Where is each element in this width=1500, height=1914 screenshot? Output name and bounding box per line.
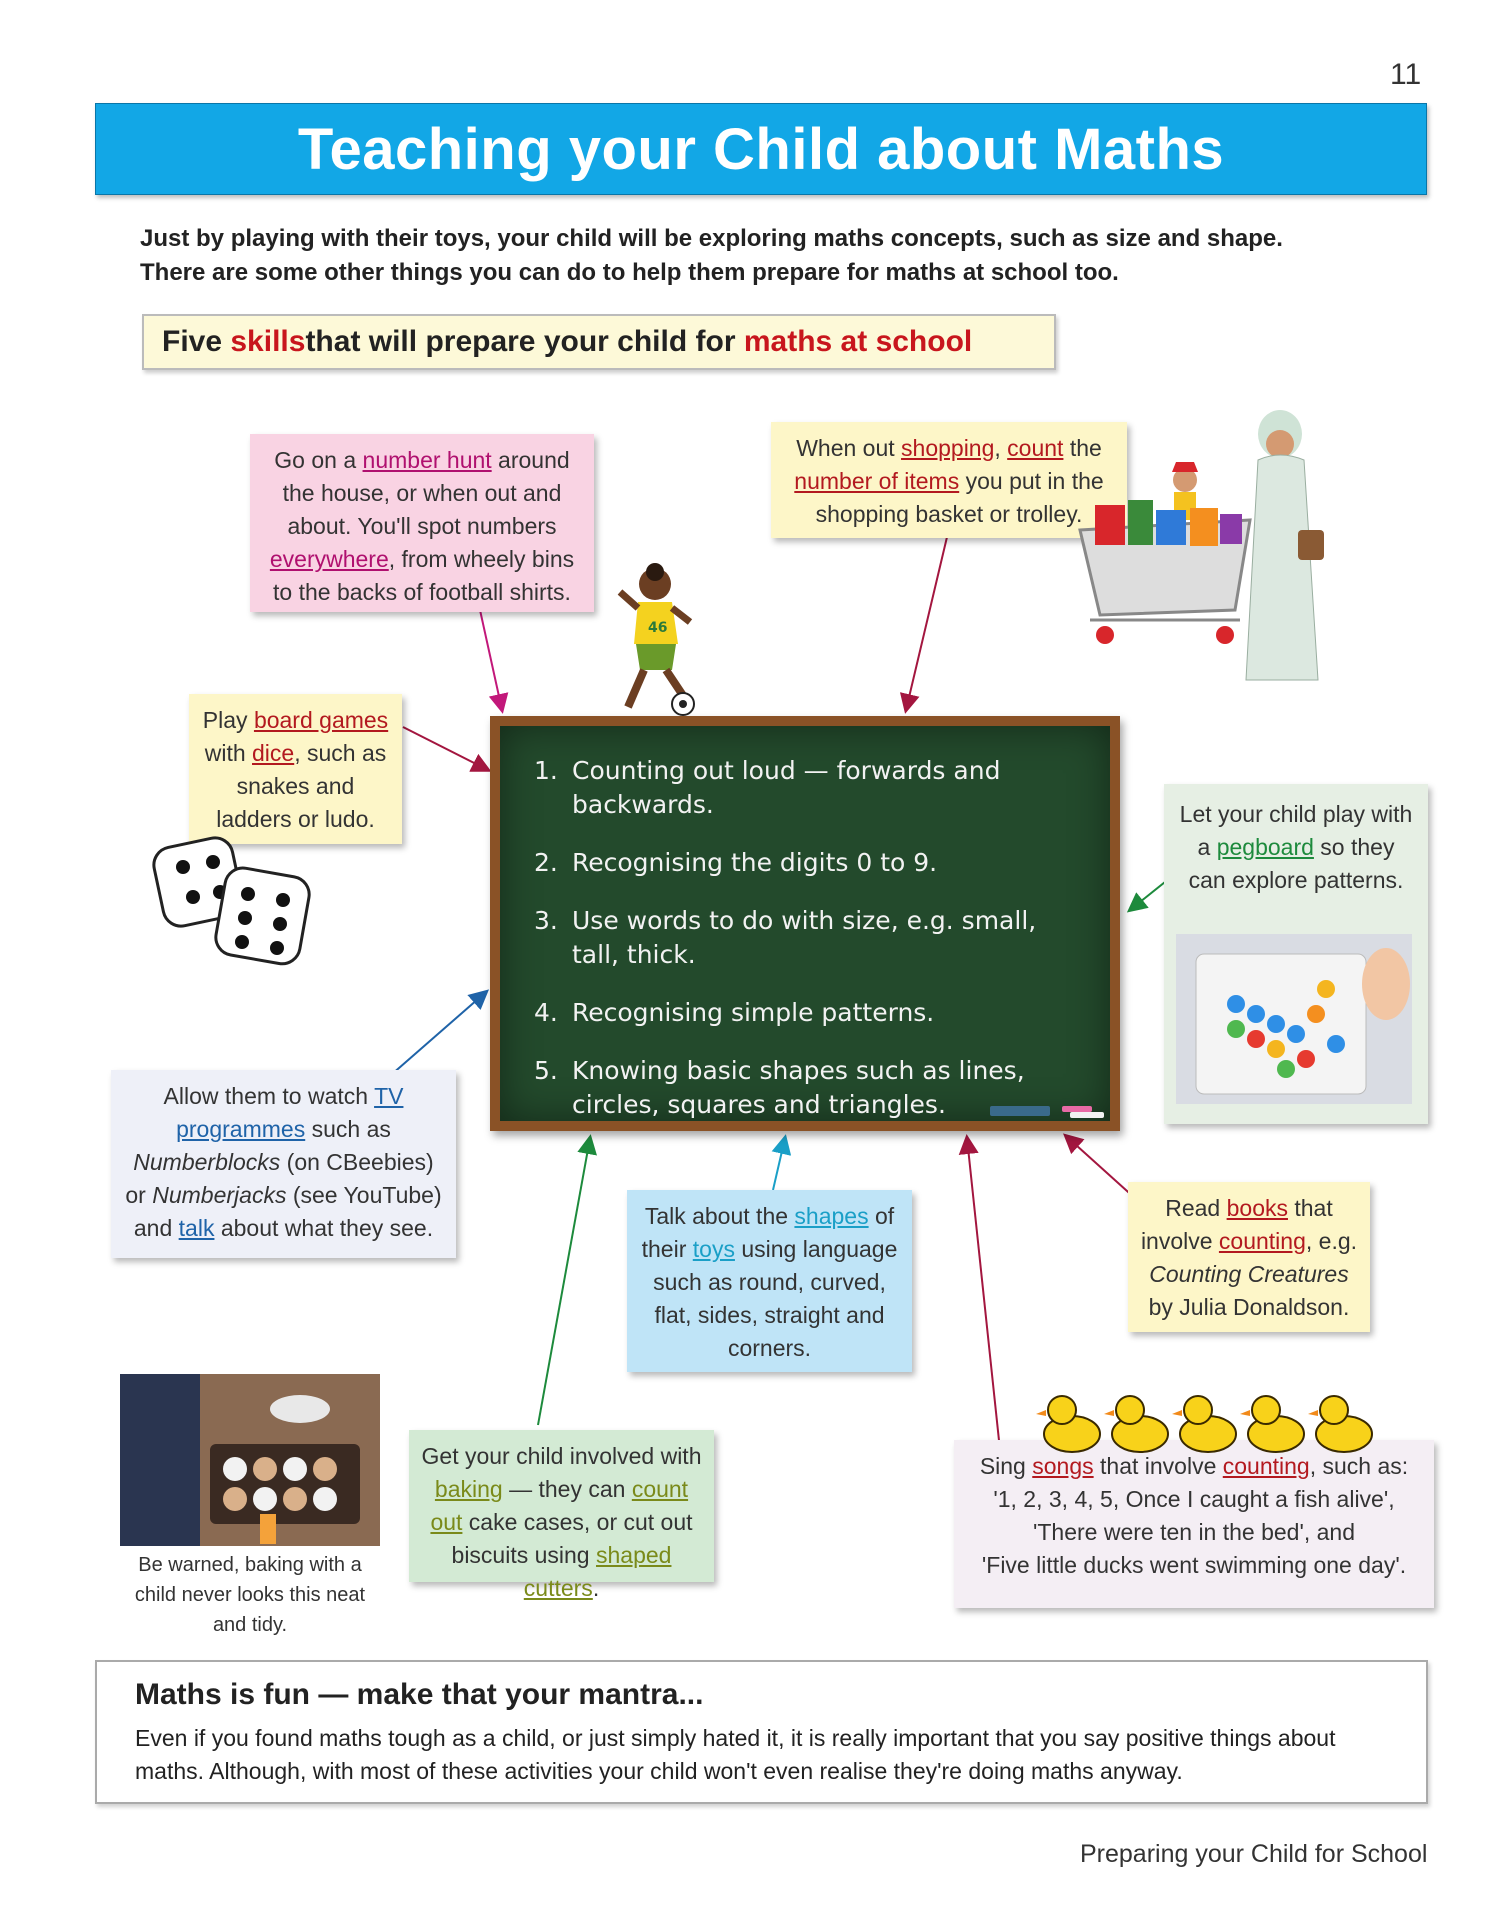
count-link: count — [1007, 435, 1064, 461]
note-pegboard: Let your child play with a pegboard so they can explore patterns. — [1164, 784, 1428, 1124]
intro-line-2: There are some other things you can do to help them prepare for maths at school too. — [140, 259, 1119, 286]
baking-link: baking — [434, 1476, 503, 1502]
baking-photo — [120, 1374, 380, 1546]
shopping-link: shopping — [901, 435, 995, 461]
toys-link: toys — [692, 1236, 735, 1262]
talk-link: talk — [178, 1215, 215, 1241]
note-board-games: Play board games with dice, such as snakes and ladders or ludo. — [189, 694, 402, 844]
count-out-link: count out — [430, 1476, 689, 1535]
note-shopping: When out shopping, count the number of items you put in the shopping basket or trolley. — [771, 422, 1127, 538]
mantra-text: Even if you found maths tough as a child, or just simply hated it, it is really important that you say positive things about maths. Although, with most of these activities your child won't even realise they're doing maths anyway. — [135, 1725, 1336, 1784]
arrow-baking — [538, 1138, 590, 1425]
counting-link: counting — [1218, 1228, 1306, 1254]
mantra-box — [95, 1660, 1428, 1804]
arrow-number-hunt — [480, 610, 502, 710]
skill-item: 5. Knowing basic shapes such as lines, circles, squares and triangles. — [534, 1056, 1025, 1119]
footballer-illustration — [600, 562, 710, 722]
board-games-link: board games — [253, 707, 389, 733]
songs-link: songs — [1032, 1453, 1094, 1479]
arrow-board-games — [403, 727, 488, 770]
intro-line-1: Just by playing with their toys, your child will be exploring maths concepts, such as size and shape. — [140, 225, 1283, 252]
pegboard-link: pegboard — [1216, 834, 1314, 860]
skill-item: 2. Recognising the digits 0 to 9. — [534, 848, 938, 877]
arrow-tv — [383, 992, 486, 1082]
arrow-shopping — [906, 537, 947, 710]
note-number-hunt: Go on a number hunt around the house, or when out and about. You'll spot numbers everywhere, from wheely bins to the backs of football shirts. — [250, 434, 594, 612]
note-songs: Sing songs that involve counting, such as: '1, 2, 3, 4, 5, Once I caught a fish alive', 'There were ten in the bed', and 'Five little ducks went swimming one day'. — [954, 1440, 1434, 1608]
subtitle-highlight: skills — [230, 325, 306, 358]
photo-caption: Be warned, baking with a child never looks this neat and tidy. — [134, 1554, 366, 1636]
arrow-books — [1066, 1136, 1137, 1200]
skill-item: 3. Use words to do with size, e.g. small, tall, thick. — [534, 906, 1037, 969]
footer-text: Preparing your Child for School — [1080, 1840, 1428, 1868]
shopping-trolley-illustration — [1070, 410, 1350, 700]
everywhere-link: everywhere — [269, 546, 389, 572]
arrow-songs — [967, 1138, 1000, 1450]
chalk-and-eraser-icon — [990, 1102, 1110, 1122]
arrow-shapes — [773, 1138, 785, 1190]
chalkboard — [490, 716, 1120, 1131]
pegboard-photo — [1176, 934, 1412, 1104]
page-number: 11 — [1390, 58, 1422, 91]
shirt-number: 46 — [648, 620, 668, 636]
note-tv: Allow them to watch TV programmes such as Numberblocks (on CBeebies) or Numberjacks (see YouTube) and talk about what they see. — [111, 1070, 456, 1258]
rubber-ducks-illustration — [1034, 1388, 1374, 1458]
skill-item: 4. Recognising simple patterns. — [534, 998, 935, 1027]
shaped-cutters-link: shaped cutters — [523, 1542, 672, 1601]
dice-link: dice — [252, 740, 295, 766]
subtitle-highlight: maths at school — [743, 325, 973, 358]
subtitle-part: Five — [162, 325, 223, 358]
skill-item: 1. Counting out loud — forwards and backwards. — [534, 756, 1001, 819]
skills-list — [500, 726, 1110, 1122]
note-baking: Get your child involved with baking — they can count out cake cases, or cut out biscuits using shaped cutters. — [409, 1430, 714, 1582]
mantra-title: Maths is fun — make that your mantra... — [135, 1678, 704, 1711]
counting-link: counting — [1222, 1453, 1310, 1479]
tv-programmes-link: TV programmes — [176, 1083, 404, 1142]
number-hunt-link: number hunt — [362, 447, 492, 473]
note-books: Read books that involve counting, e.g. Counting Creatures by Julia Donaldson. — [1128, 1182, 1370, 1332]
page-title: Teaching your Child about Maths — [297, 116, 1225, 182]
dice-illustration — [148, 832, 338, 972]
note-shapes: Talk about the shapes of their toys using language such as round, curved, flat, sides, straight and corners. — [627, 1190, 912, 1372]
shapes-link: shapes — [794, 1203, 869, 1229]
books-link: books — [1226, 1195, 1288, 1221]
subtitle-part: that will prepare your child for — [305, 325, 736, 358]
number-of-items-link: number of items — [794, 468, 960, 494]
